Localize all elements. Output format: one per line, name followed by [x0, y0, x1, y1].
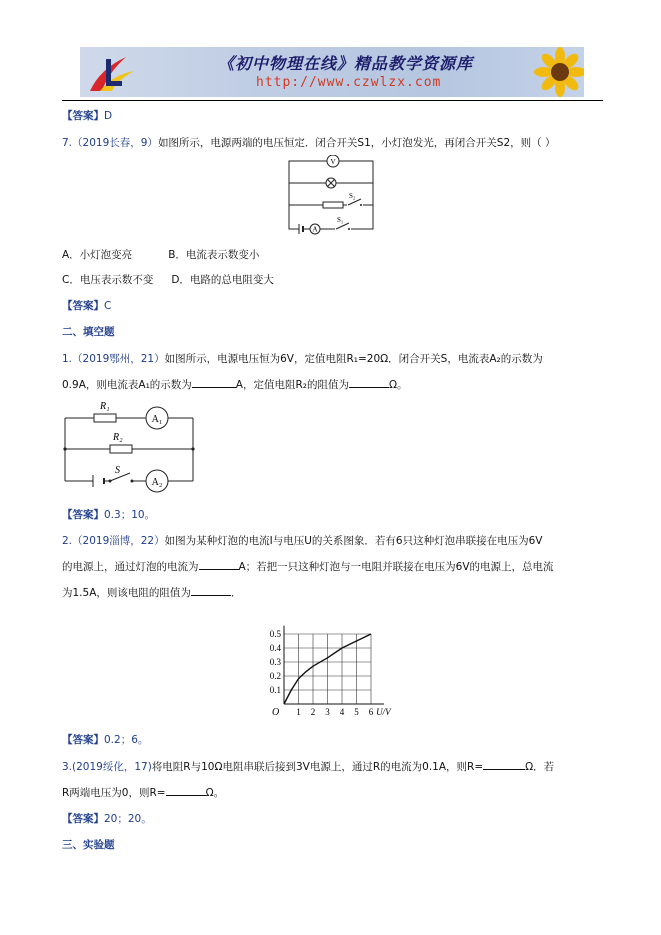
- question-number: 3.: [62, 761, 73, 773]
- answer-line-f1: [62, 507, 155, 522]
- question-source: （2019长春，9）: [72, 137, 158, 149]
- fill-question-2-line3: [62, 585, 241, 600]
- question-text: 将电阻R与10Ω电阻串联后接到3V电源上，通过R的电流为0.1A，则R=: [151, 761, 484, 773]
- answer-value: D: [104, 110, 113, 122]
- switch-s-label: S: [115, 465, 120, 476]
- switch-s2-label: S₂: [349, 192, 356, 200]
- question-text: A；若把一只这种灯泡与一电阻并联接在电压为6V的电源上，总电流: [238, 561, 554, 573]
- question-text: ．: [230, 587, 242, 599]
- section-heading: 三、实验题: [62, 839, 115, 851]
- header-banner: [80, 47, 584, 97]
- question-number: 1.: [62, 353, 73, 365]
- question-source: （2019鄂州，21）: [72, 353, 165, 365]
- answer-label: 【答案】: [62, 509, 104, 521]
- x-tick-label: 2: [310, 707, 316, 717]
- question-text: Ω。: [388, 379, 408, 391]
- header-rule: [62, 100, 603, 101]
- question-text: 如图所示，电源电压恒为6V，定值电阻R₁=20Ω．闭合开关S，电流表A₂的示数为: [164, 353, 543, 365]
- question-text: R两端电压为0，则R=: [62, 787, 166, 799]
- switch-s1: [335, 223, 351, 233]
- answer-value: 0.3；10。: [104, 509, 156, 521]
- answer-blank[interactable]: [192, 377, 236, 388]
- options-row-1: [62, 247, 259, 262]
- answer-blank[interactable]: [483, 759, 525, 770]
- circuit-diagram-q7: [285, 155, 380, 235]
- answer-line-q6: [62, 108, 112, 123]
- section-heading: 二、填空题: [62, 326, 115, 338]
- answer-line-f2: [62, 732, 148, 747]
- options-row-2: [62, 272, 274, 287]
- voltmeter-label: V: [330, 158, 336, 166]
- answer-value: 0.2；6。: [104, 734, 149, 746]
- answer-blank[interactable]: [349, 377, 389, 388]
- fill-question-3-line2: [62, 785, 224, 800]
- answer-line-f3: [62, 811, 152, 826]
- question-text: 如图所示，电源两端的电压恒定．闭合开关S1，小灯泡发光，再闭合开关S2，则（ ）: [157, 137, 556, 149]
- y-tick-label: 0.2: [269, 671, 281, 681]
- option-b: B．电流表示数变小: [168, 249, 260, 261]
- y-tick-label: 0.1: [269, 685, 281, 695]
- ammeter-label: A: [312, 225, 318, 234]
- fill-question-1-line2: [62, 377, 408, 392]
- fill-question-3-line1: [62, 759, 554, 774]
- answer-line-q7: [62, 298, 111, 313]
- resistor-r1-label: R₁: [100, 401, 110, 412]
- fill-question-2-line1: [62, 533, 542, 548]
- question-text: 0.9A，则电流表A₁的示数为: [62, 379, 192, 391]
- x-tick-label: 6: [368, 707, 374, 717]
- x-tick-label: 3: [325, 707, 330, 717]
- answer-label: 【答案】: [62, 734, 104, 746]
- question-text: A，定值电阻R₂的阻值为: [235, 379, 349, 391]
- switch-s1-label: S₁: [337, 216, 344, 224]
- header-url[interactable]: http://www.czwlzx.com: [256, 75, 442, 90]
- option-d: D．电路的总电阻变大: [171, 274, 274, 286]
- answer-blank[interactable]: [191, 585, 231, 596]
- option-a: A．小灯泡变亮: [62, 249, 133, 261]
- resistor-r2-label: R₂: [113, 432, 123, 443]
- answer-label: 【答案】: [62, 110, 104, 122]
- ammeter-a2-label: A₂: [151, 477, 163, 488]
- question-number: 2.: [62, 535, 73, 547]
- logo-icon: [86, 51, 138, 93]
- answer-label: 【答案】: [62, 813, 104, 825]
- x-tick-label: 5: [354, 707, 359, 717]
- iv-chart: [258, 608, 408, 720]
- answer-blank[interactable]: [199, 559, 239, 570]
- answer-value: C: [104, 300, 112, 312]
- x-tick-label: 1: [296, 707, 301, 717]
- header-title: 《初中物理在线》精品教学资源库: [218, 54, 474, 73]
- question-text: Ω。: [205, 787, 225, 799]
- question-source: (2019绥化，17): [72, 761, 152, 773]
- x-tick-label: 4: [339, 707, 345, 717]
- circuit-diagram-f1: [60, 396, 200, 494]
- resistor-icon: [323, 202, 343, 208]
- answer-label: 【答案】: [62, 300, 104, 312]
- x-axis-label: U/V: [376, 707, 391, 717]
- y-tick-label: 0.3: [269, 657, 281, 667]
- answer-blank[interactable]: [166, 785, 206, 796]
- question-text: 为1.5A，则该电阻的阻值为: [62, 587, 191, 599]
- fill-question-1-line1: [62, 351, 543, 366]
- y-tick-label: 0.5: [269, 629, 281, 639]
- answer-value: 20；20。: [104, 813, 152, 825]
- question-7: [62, 135, 555, 150]
- origin-label: O: [272, 707, 280, 718]
- question-number: 7.: [62, 137, 73, 149]
- sunflower-icon: [530, 47, 584, 97]
- question-text: 如图为某种灯泡的电流I与电压U的关系图象．若有6只这种灯泡串联接在电压为6V: [164, 535, 543, 547]
- fill-question-2-line2: [62, 559, 554, 574]
- switch-s: [110, 473, 130, 481]
- question-text: Ω．若: [525, 761, 555, 773]
- question-source: （2019淄博，22）: [72, 535, 165, 547]
- switch-s2: [347, 199, 363, 209]
- ammeter-a1-label: A₁: [151, 414, 163, 425]
- option-c: C．电压表示数不变: [62, 274, 154, 286]
- resistor-r1: [94, 414, 116, 422]
- resistor-r2: [110, 445, 132, 453]
- question-text: 的电源上，通过灯泡的电流为: [62, 561, 199, 573]
- y-tick-label: 0.4: [269, 643, 281, 653]
